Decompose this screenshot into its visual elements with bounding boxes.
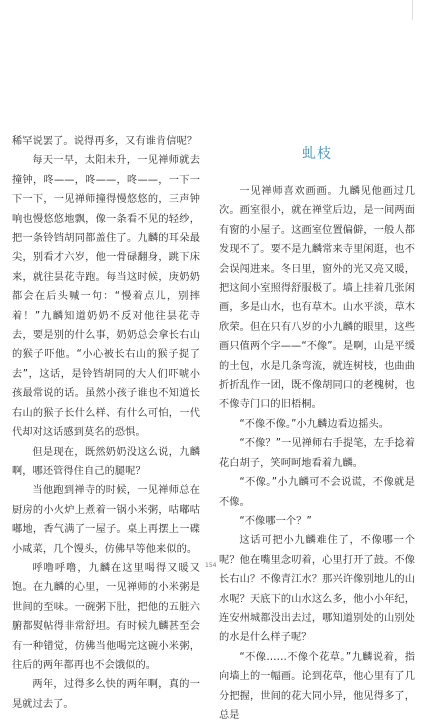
- body-paragraph: “不像。”小九麟可不会说谎，不像就是不像。: [219, 477, 415, 508]
- body-paragraph: 两年，过得多么快的两年啊，真的一晃就过去了。: [12, 679, 200, 710]
- body-paragraph: 当他跑到禅寺的时候，一见禅师总在厨房的小火炉上煮着一锅小米粥，咕嘟咕嘟地，香气满了一屋子。桌上再摆上一碟小咸菜，几个馒头，仿佛早等他来似的。: [12, 485, 200, 555]
- body-paragraph: 每天一早，太阳未升，一见禅师就去撞钟，咚——，咚——，咚——，一下一下一下，一见禅师撞得慢悠悠的，三声钟响也慢悠悠地飘，像一条看不见的轻纱，把一条铃铛胡同都盖住了。九麟的耳朵最尖，别看才六岁，他一骨碌翻身，跳下床来，就往昙花寺跑。每当这时候，庚奶奶都会在后头喊一句：“慢着点儿，别摔着！”九麟知道奶奶不反对他往昙花寺去，要是别的什么事，奶奶总会拿长右山的猴子吓他。“小心被长右山的猴子捉了去”，这话，是铃铛胡同的大人们吓唬小孩最常说的话。虽然小孩子谁也不知道长右山的猴子长什么样、有什么可怕，一代代却对这话感到莫名的恐惧。: [12, 155, 200, 439]
- section-title: 虬枝: [302, 146, 332, 162]
- body-paragraph: 呼噜呼噜，九麟在这里喝得又暖又饱。在九麟的心里，一见禅师的小米粥是世间的至味。一碗粥下肚，把他的五脏六腑都熨帖得非常舒坦。有时候九麟甚至会有一种错觉，仿佛当他喝完这碗小米粥，往后的两年都再也不会饿似的。: [12, 562, 200, 671]
- body-paragraph: 一见禅师喜欢画画。九麟见他画过几次。画室很小，就在禅堂后边，是一间两面有窗的小屋子。这画室位置偏僻，一般人都发现不了。要不是九麟常来寺里闲逛，也不会误闯进来。冬日里，窗外的光又亮又暖，把这间小室照得舒服极了。墙上挂着几张闲画，多是山水，也有草木。山水平淡，草木欣荣。但在只有八岁的小九麟的眼里，这些画只值两个字——“不像”。是啊，山是平缓的土包，水是几条弯流，就连树枝，也曲曲折折乱作一团，既不像胡同口的老槐树，也不像寺门口的旧梧桐。: [219, 186, 415, 411]
- body-paragraph: “不像？”一见禅师右手提笔，左手捻着花白胡子，笑呵呵地看着九麟。: [219, 438, 415, 469]
- right-column-text: [219, 182, 415, 725]
- body-paragraph: 稀罕说罢了。说得再多，又有谁肯信呢？: [12, 136, 198, 147]
- body-paragraph: 但是现在，既然奶奶没这么说，九麟啊，哪还管得住自己的腿呢？: [12, 446, 200, 477]
- body-paragraph: “不像……不像个花草。”九麟说着，指向墙上的一幅画。论到花草，他心里有了几分把握，世间的花大同小异，他见得多了，总是: [219, 651, 415, 721]
- page-number: 154: [205, 562, 217, 569]
- left-column: [12, 0, 200, 710]
- right-column: [219, 0, 415, 721]
- body-paragraph: “不像不像。”小九麟边看边摇头。: [239, 418, 390, 430]
- left-column-text: [12, 132, 200, 714]
- page-edge-mark: [412, 0, 427, 20]
- body-paragraph: 这话可把小九麟难住了，不像哪一个呢？他在嘴里念叨着，心里打开了鼓。不像长右山？不像青江水？那兴许像别地儿的山水呢？天底下的山水这么多，他小小年纪，连安州城都没出去过，哪知道别处的山别处的水是什么样子呢？: [219, 535, 415, 644]
- body-paragraph: “不像哪一个？”: [239, 515, 312, 527]
